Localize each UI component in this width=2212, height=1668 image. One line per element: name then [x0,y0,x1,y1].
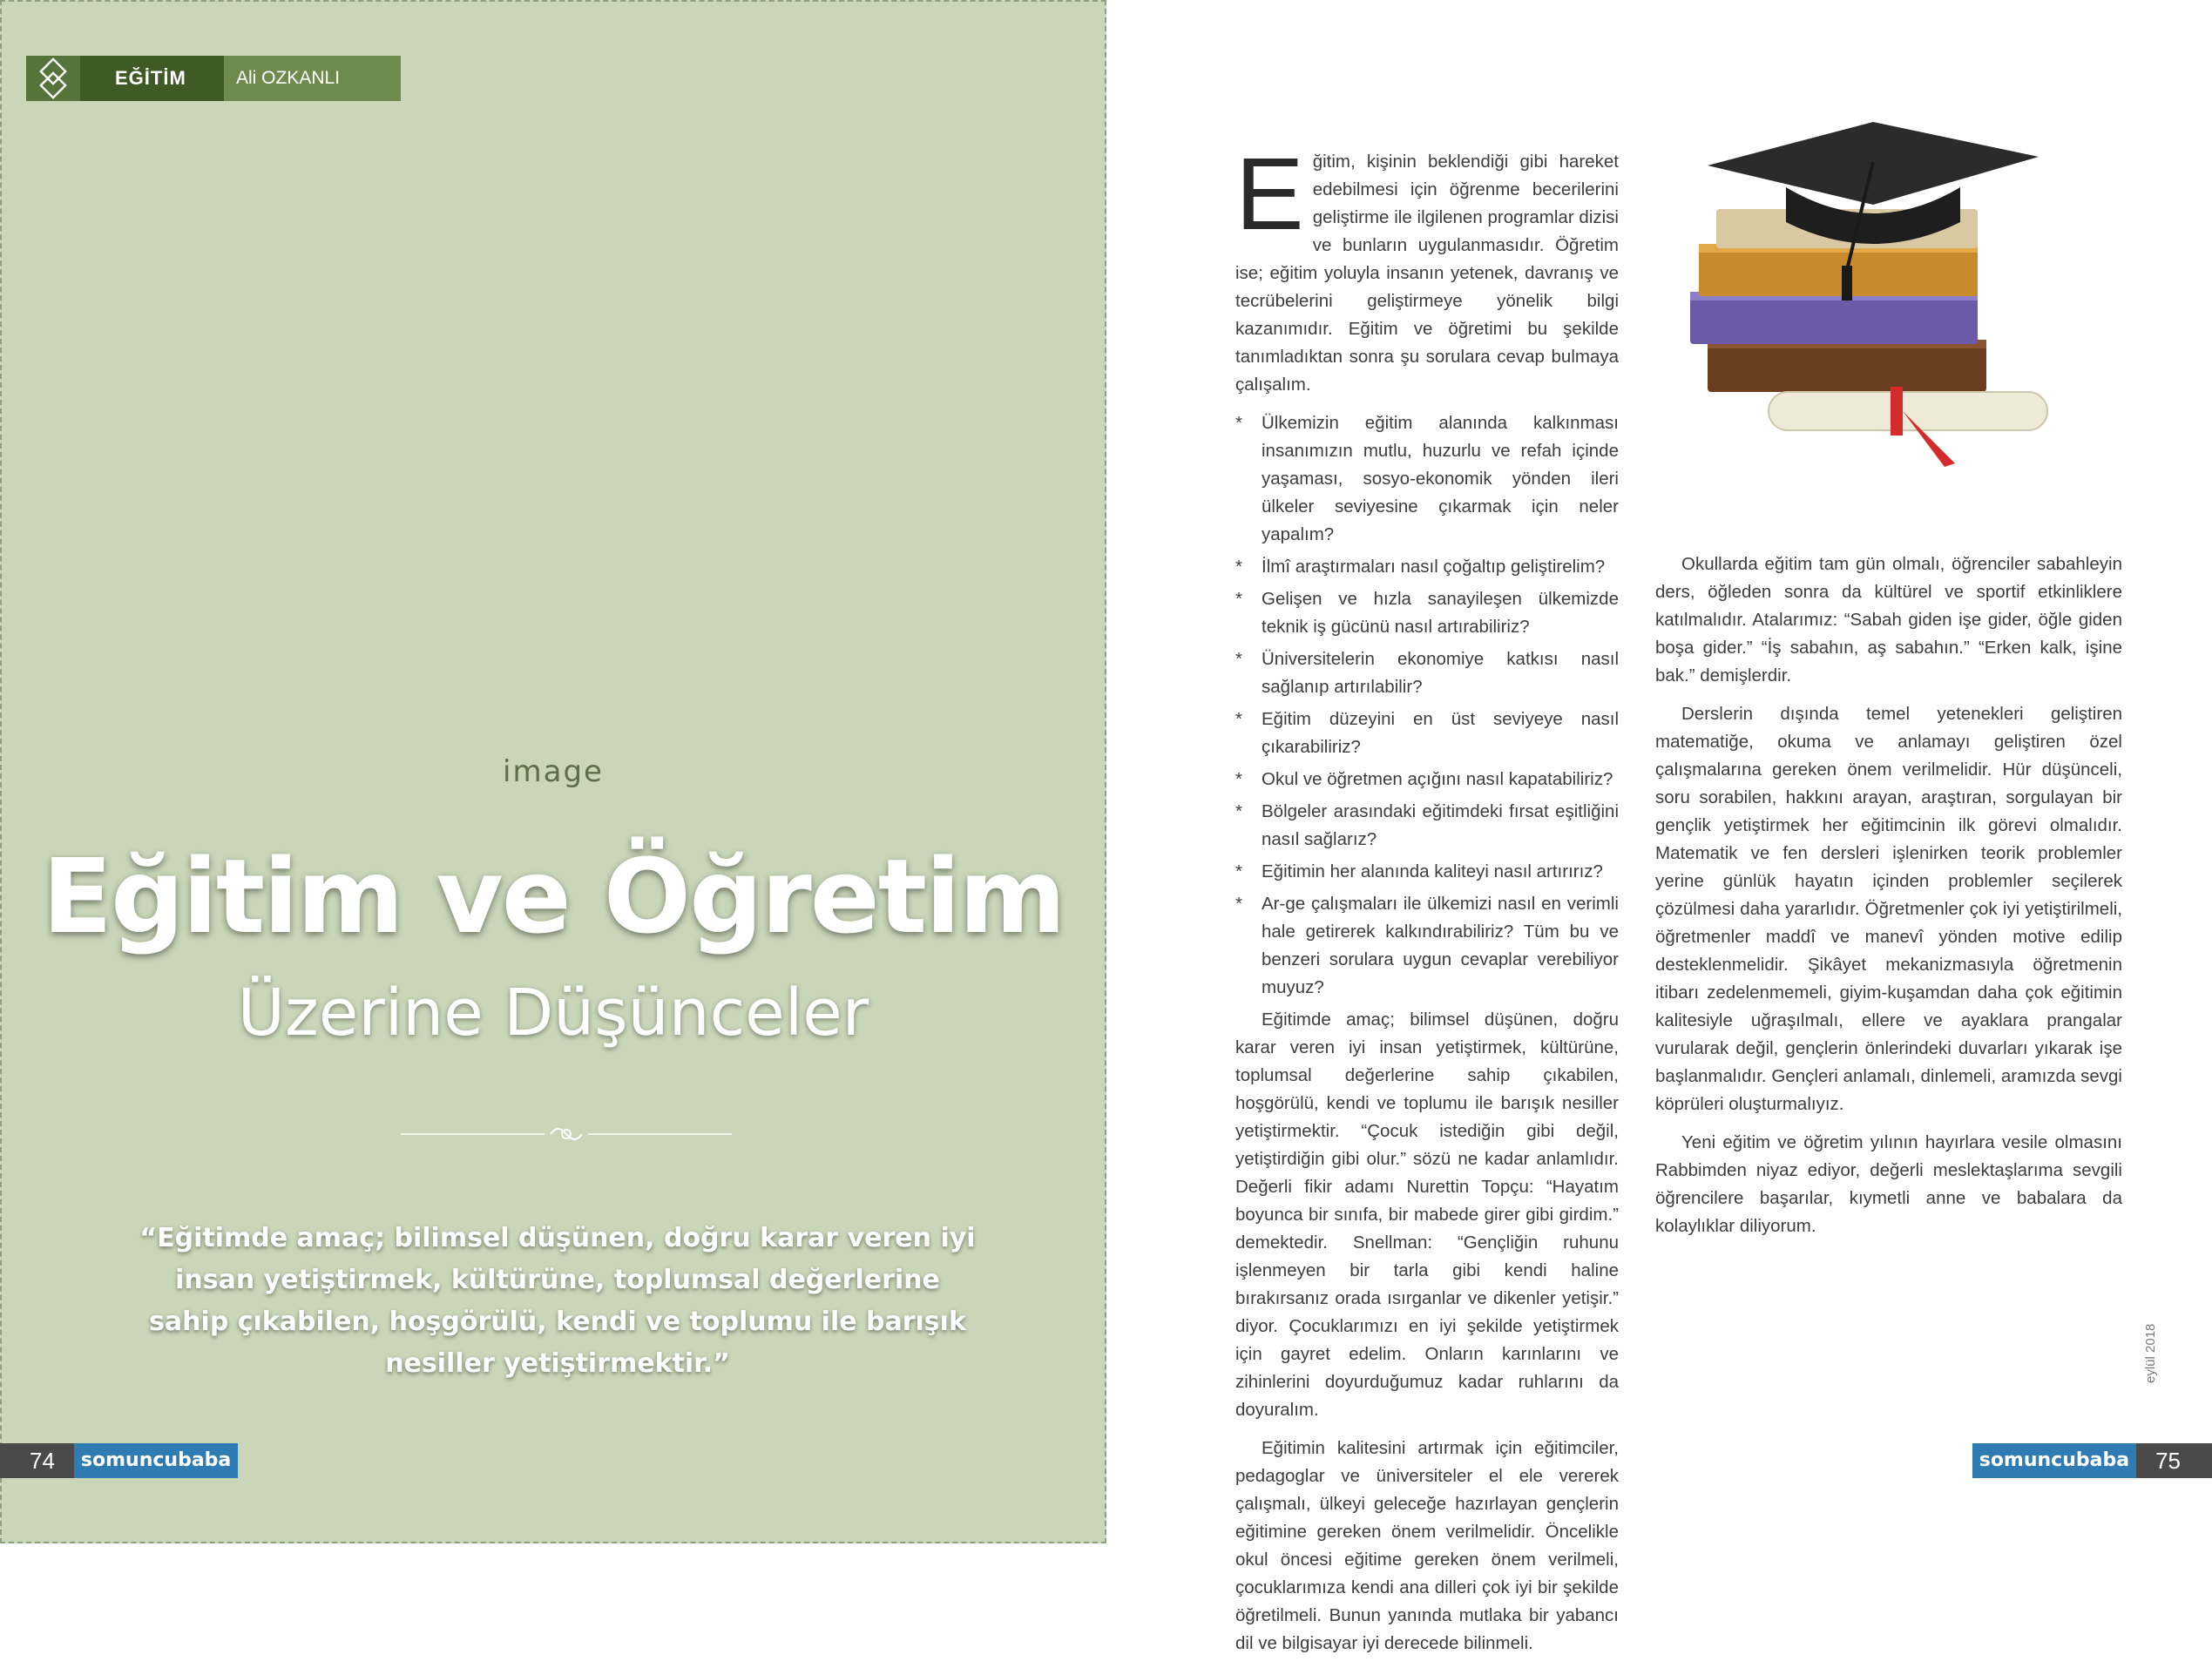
list-item: * Eğitim düzeyini en üst seviyeye nasıl çıkarabiliriz? [1235,706,1619,761]
paragraph: Derslerin dışında temel yetenekleri geliştiren matematiğe, okuma ve anlamayı geliştiren özel çalışmalarına gereken önem verilmelidir. Hür düşünceli, soru sorabilen, hakkını arayan, araştıran, sorgulayan bir gençlik yetiştirmek her eğitimcinin ilk görevi olmalıdır. Matematik ve fen dersleri işlenirken teorik problemler yerine günlük hayatın içinden problemler seçilerek çözülmesi daha yararlıdır. Öğretmenler çok iyi yetiştirilmeli, öğretmenler maddî ve manevî yönden motive edilip desteklenmelidir. Şikâyet mekanizmasıyla öğretmenin itibarı zedelenmemeli, giyim-kuşamdan daha çok eğitimin kalitesiyle uğraşılmalı, ellere ve ayaklara prangalar vurularak değil, gençlerin önlerindeki duvarları yıkarak işe başlanmalıdır. Gençleri anlamalı, dinlemeli, aramızda sevgi köprüleri oluşturmalıyız. [1655,704,2122,1114]
drop-cap: E [1235,137,1304,252]
photo-label: image [503,754,604,789]
magazine-brand: somuncubaba [1972,1443,2136,1478]
article-column-2 [1655,512,2122,1251]
list-item: * Gelişen ve hızla sanayileşen ülkemizde teknik iş gücünü nasıl artırabiliriz? [1235,585,1619,641]
paragraph: Eğitimde amaç; bilimsel düşünen, doğru karar veren iyi insan yetiştirmek, kültürüne, toplumsal değerlerine sahip çıkabilen, hoşgörülü, kendi ve toplumu ile barışık nesiller yetiştirmektir. “Çocuk istediğin gibi değil, yetiştirdiğin gibi olur.” sözü ne kadar anlamlıdır. Değerli fikir adamı Nurettin Topçu: “Hayatım boyunca bir sınıfa, bir mabede girer gibi girdim.” demektedir. Snellman: “Gençliğin ruhunu işlenmeyen bir tarla gibi kendi haline bırakırsanız orada ısırganlar ve dikenler yetişir.” diyor. Çocuklarımızı en iyi şekilde yetiştirmek için gayret edelim. Onların karınlarını ve zihinlerini doyurduğumuz kadar ruhlarını da doyuralım. [1235,1010,1619,1420]
list-item: * Ülkemizin eğitim alanında kalkınması insanımızın mutlu, huzurlu ve refah içinde yaşaması, sosyo-ekonomik yönden ileri ülkeler seviyesine çıkarmak için neler yapalım? [1235,409,1619,549]
page-number: 74 [0,1443,74,1478]
graduation-cap-books-illustration [1655,105,2082,488]
section-category: EĞİTİM [80,56,224,101]
article-subtitle: Üzerine Düşünceler [237,976,869,1050]
paragraph: Yeni eğitim ve öğretim yılının hayırlara vesile olmasını Rabbimden niyaz ediyor, değerli meslektaşlarıma sevgili öğrencilere başarılar, kıymetli anne ve babalara da kolaylıklar diliyorum. [1655,1132,2122,1236]
issue-date: eylül 2018 [2143,1323,2158,1383]
list-item: * Üniversitelerin ekonomiye katkısı nasıl sağlanıp artırılabilir? [1235,645,1619,701]
question-list [1235,409,1619,1002]
ornament-emblem-icon [26,56,80,101]
divider-ornament-icon [401,1121,732,1147]
paragraph-continued [1655,512,2122,540]
left-page [0,0,1106,1543]
intro-text: ğitim, kişinin beklendiği gibi hareket edebilmesi için öğrenme becerilerini geliştirme ile ilgilenen programlar dizisi ve bunların uygulanmasıdır. Öğretim ise; eğitim yoluyla insanın yetenek, davranış ve tecrübelerini geliştirmeye yönelik bilgi kazanımıdır. Eğitim ve öğretimi bu şekilde tanımladıktan sonra şu sorulara cevap bulmaya çalışalım. [1235,152,1619,395]
list-item: * İlmî araştırmaları nasıl çoğaltıp geliştirelim? [1235,553,1619,581]
section-header [0,56,401,101]
page-number: 75 [2136,1443,2212,1478]
pull-quote: “Eğitimde amaç; bilimsel düşünen, doğru karar veren iyi insan yetiştirmek, kültürüne, toplumsal değerlerine sahip çıkabilen, hoşgörülü, kendi ve toplumu ile barışık nesiller yetiştirmektir.” [139,1223,976,1379]
list-item: * Okul ve öğretmen açığını nasıl kapatabiliriz? [1235,766,1619,793]
footer-left [0,1443,238,1478]
list-item: * Eğitimin her alanında kaliteyi nasıl artırırız? [1235,858,1619,886]
right-page [1106,0,2212,1653]
article-author: Ali OZKANLI [224,56,401,101]
list-item: * Bölgeler arasındaki eğitimdeki fırsat eşitliğini nasıl sağlarız? [1235,798,1619,854]
paragraph: Eğitimin kalitesini artırmak için eğitimciler, pedagoglar ve üniversiteler el ele vererek çalışmalı, ülkeyi geleceğe hazırlayan gençlerin eğitimine gereken önem verilmelidir. Öncelikle okul öncesi eğitime gereken önem verilmeli, çocuklarımıza kendi ana dilleri çok iyi bir şekilde öğretilmeli. Bunun yanında mutlaka bir yabancı dil ve bilgisayar iyi derecede bilinmeli. [1235,1438,1619,1653]
magazine-brand: somuncubaba [74,1443,238,1478]
intro-paragraph [1235,137,1619,399]
list-item: * Ar-ge çalışmaları ile ülkemizi nasıl en verimli hale getirerek kalkındırabiliriz? Tüm bu ve benzeri sorulara uygun cevaplar verebiliyor muyuz? [1235,890,1619,1002]
footer-right [1972,1443,2212,1478]
paragraph: Okullarda eğitim tam gün olmalı, öğrenciler sabahleyin ders, öğleden sonra da kültürel ve sportif etkinliklere katılmalıdır. Atalarımız: “Sabah giden işe gider, öğle giden boşa gider.” “İş sabahın, aş sabahın.” “Erken kalk, işine bak.” demişlerdir. [1655,554,2122,685]
article-title: Eğitim ve Öğretim [42,836,1065,956]
